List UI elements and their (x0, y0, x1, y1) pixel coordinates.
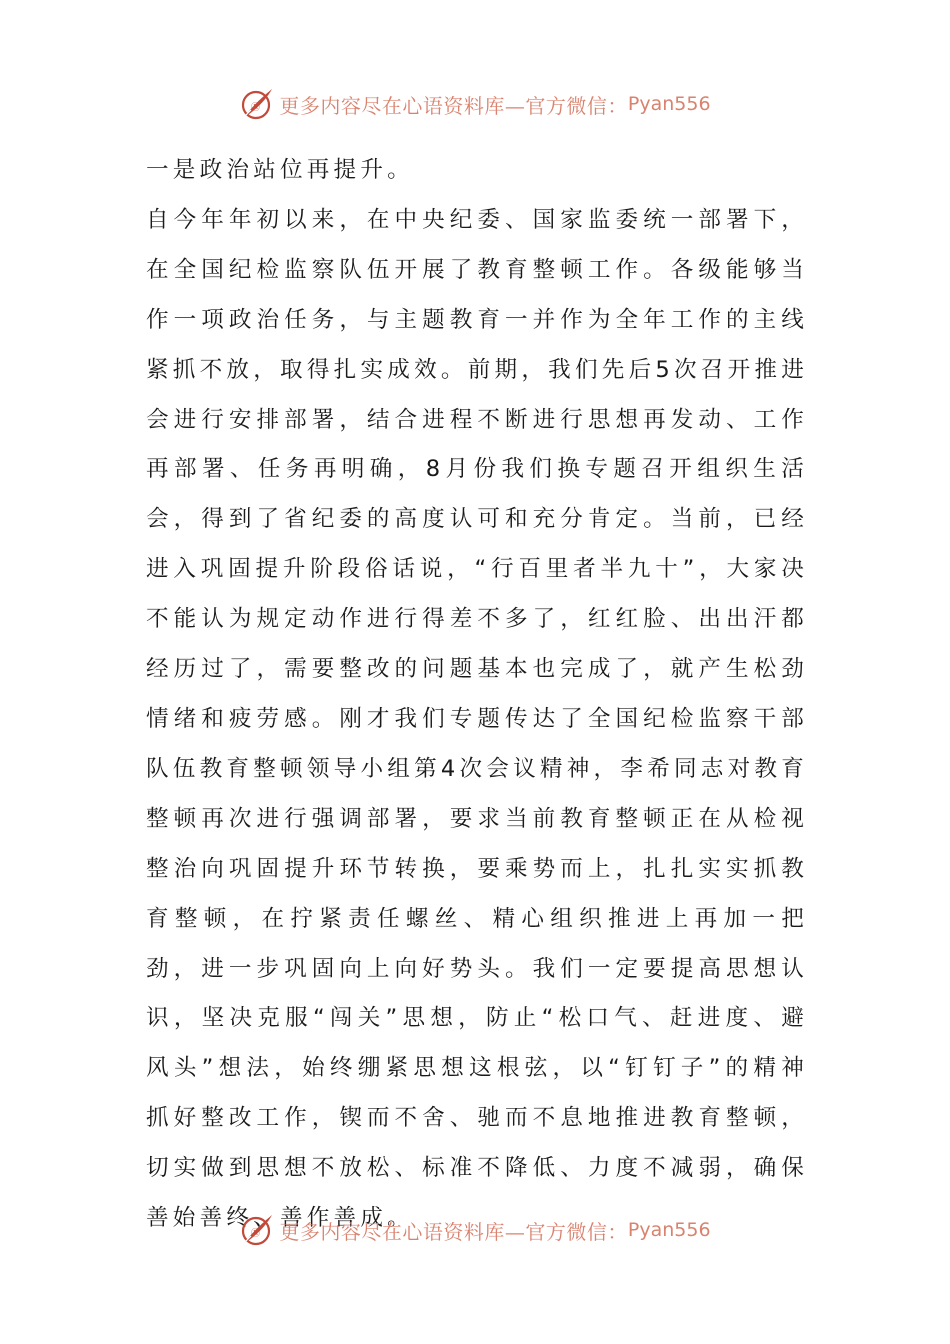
watermark-wechat-handle: Pyan556 (627, 93, 711, 115)
header-watermark (0, 84, 950, 124)
watermark-site-text: 更多内容尽在心语资料库—官方微信： (279, 1219, 628, 1244)
quill-pen-logo-icon (239, 86, 275, 122)
footer-watermark (0, 1210, 950, 1250)
body-paragraph: 自今年年初以来，在中央纪委、国家监委统一部署下，在全国纪检监察队伍开展了教育整顿工作。各级能够当作一项政治任务，与主题教育一并作为全年工作的主线紧抓不放，取得扎实成效。前期，我们先后5次召开推进会进行安排部署，结合进程不断进行思想再发动、工作再部署、任务再明确，8月份我们换专题召开组织生活会，得到了省纪委的高度认可和充分肯定。当前，已经进入巩固提升阶段俗话说，“行百里者半九十”，大家决不能认为规定动作进行得差不多了，红红脸、出出汗都经历过了，需要整改的问题基本也完成了，就产生松劲情绪和疲劳感。刚才我们专题传达了全国纪检监察干部队伍教育整顿领导小组第4次会议精神，李希同志对教育整顿再次进行强调部署，要求当前教育整顿正在从检视整治向巩固提升环节转换，要乘势而上，扎扎实实抓教育整顿，在拧紧责任螺丝、精心组织推进上再加一把劲，进一步巩固向上向好势头。我们一定要提高思想认识，坚决克服“闯关”思想，防止“松口气、赶进度、避风头”想法，始终绷紧思想这根弦，以“钉钉子”的精神抓好整改工作，锲而不舍、驰而不息地推进教育整顿，切实做到思想不放松、标准不降低、力度不减弱，确保善始善终、善作善成。 (146, 206, 808, 1232)
svg-text:Ⓡ: Ⓡ (251, 1229, 261, 1239)
document-body (146, 146, 808, 1244)
watermark-wechat-handle: Pyan556 (627, 1219, 711, 1241)
watermark-site-text: 更多内容尽在心语资料库—官方微信： (279, 93, 628, 118)
section-heading: 一是政治站位再提升。 (146, 157, 414, 183)
quill-pen-logo-icon (239, 1212, 275, 1248)
svg-text:Ⓡ: Ⓡ (251, 103, 261, 113)
